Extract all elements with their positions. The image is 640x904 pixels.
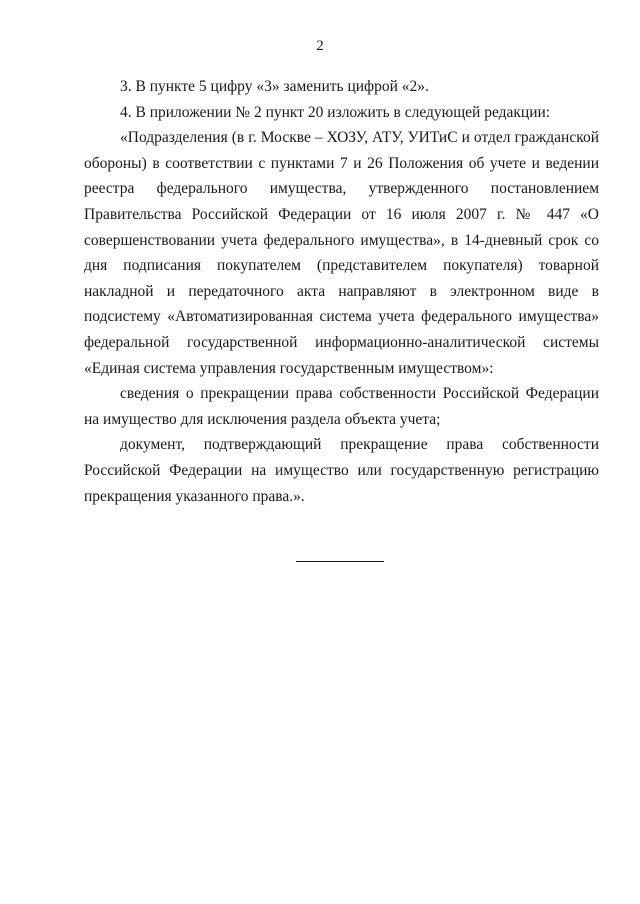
- document-body: [84, 74, 599, 509]
- paragraph-termination-info: сведения о прекращении права собственности Российской Федерации на имущество для исключения раздела объекта учета;: [84, 385, 599, 428]
- paragraph-item-4: 4. В приложении № 2 пункт 20 изложить в следующей редакции:: [120, 103, 551, 121]
- page-number: 2: [316, 38, 324, 54]
- paragraph-item-3: 3. В пункте 5 цифру «3» заменить цифрой «2».: [120, 78, 429, 95]
- closing-divider: [296, 561, 384, 562]
- paragraph-document: документ, подтверждающий прекращение права собственности Российской Федерации на имущество или государственную регистрацию прекращения указанного права.».: [84, 436, 599, 505]
- paragraph-subdivisions: «Подразделения (в г. Москве – ХОЗУ, АТУ, УИТиС и отдел гражданской обороны) в соответствии с пунктами 7 и 26 Положения об учете и ведении реестра федерального имущества, утвержденного постановлением Правительства Российской Федерации от 16 июля 2007 г. № 447 «О совершенствовании учета федерального имущества», в 14-дневный срок со дня подписания покупателем (представителем покупателя) товарной накладной и передаточного акта направляют в электронном виде в подсистему «Автоматизированная система учета федерального имущества» федеральной государственной информационно-аналитической системы «Единая система управления государственным имуществом»:: [84, 129, 599, 377]
